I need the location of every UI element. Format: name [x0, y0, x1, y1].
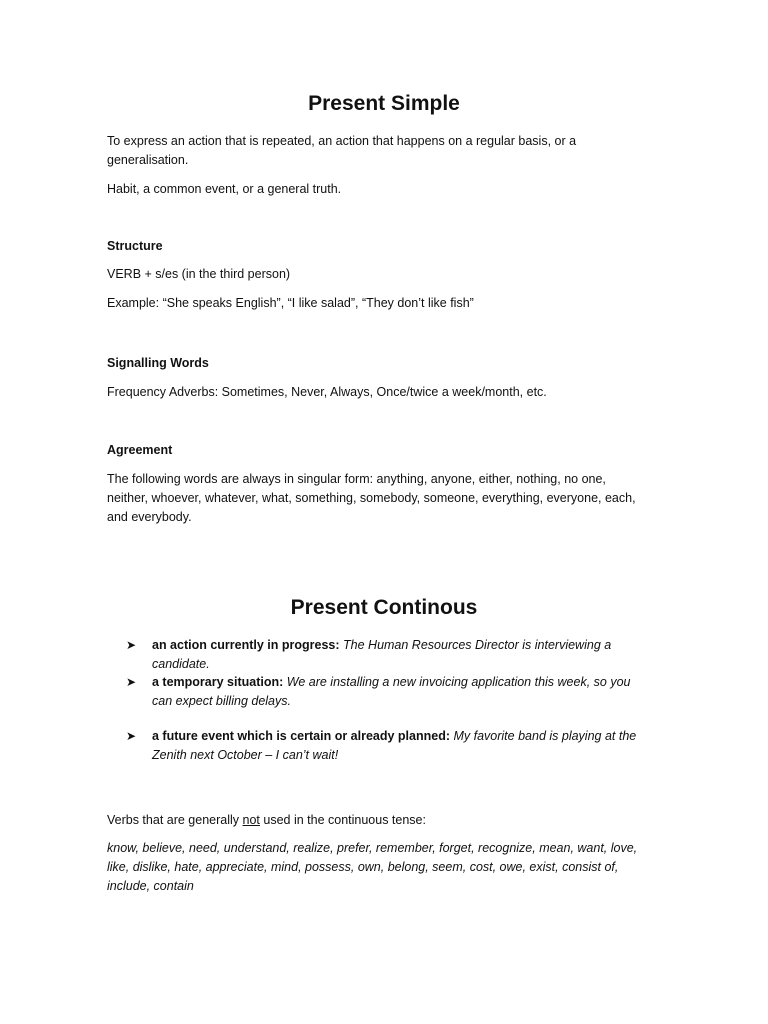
present-simple-title: Present Simple: [308, 92, 460, 115]
verbs-heading-pre: Verbs that are generally: [107, 813, 243, 827]
habit-text: Habit, a common event, or a general truth.: [107, 182, 342, 196]
bullet-label: a future event which is certain or already planned:: [152, 729, 450, 743]
definition-line-1: To express an action that is repeated, an action that happens on a regular basis, or a: [107, 134, 577, 148]
signalling-text: Frequency Adverbs: Sometimes, Never, Always, Once/twice a week/month, etc.: [107, 385, 547, 399]
bullet-text: [152, 673, 648, 710]
bullet-item-temporary: [128, 673, 648, 710]
bullet-example: The Human Resources Director is interviewing a candidate.: [152, 638, 612, 671]
verbs-heading: [107, 811, 426, 830]
agreement-heading: Agreement: [107, 443, 173, 457]
arrow-right-bullet-icon: ➤: [126, 675, 137, 689]
bullet-text: [152, 636, 668, 673]
verbs-heading-post: used in the continuous tense:: [259, 813, 426, 827]
bullet-label: a temporary situation:: [152, 675, 284, 689]
bullet-text: [152, 727, 648, 764]
signalling-heading: Signalling Words: [107, 356, 209, 370]
bullet-item-future: [128, 727, 648, 764]
arrow-right-bullet-icon: ➤: [126, 729, 137, 743]
arrow-right-bullet-icon: ➤: [126, 638, 137, 652]
agreement-line-1: The following words are always in singular form: anything, anyone, either, nothing, no one,: [107, 472, 606, 486]
bullet-item-in-progress: [128, 636, 668, 673]
bullet-example: My favorite band is playing at the Zenith next October – I can’t wait!: [152, 729, 637, 762]
verbs-heading-not: not: [242, 813, 260, 827]
verbs-list-line-2: like, dislike, hate, appreciate, mind, possess, own, belong, seem, cost, owe, exist, consist of,: [107, 860, 619, 874]
bullet-example: We are installing a new invoicing application this week, so you can expect billing delays.: [152, 675, 631, 708]
present-continuous-title: Present Continous: [290, 596, 478, 619]
bullet-label: an action currently in progress:: [152, 638, 340, 652]
definition-line-2: generalisation.: [107, 153, 189, 167]
structure-heading: Structure: [107, 239, 163, 253]
agreement-line-3: and everybody.: [107, 510, 192, 524]
verbs-list-line-1: know, believe, need, understand, realize, prefer, remember, forget, recognize, mean, want, love,: [107, 841, 638, 855]
structure-formula: VERB + s/es (in the third person): [107, 267, 291, 281]
agreement-line-2: neither, whoever, whatever, what, something, somebody, someone, everything, everyone, each,: [107, 491, 636, 505]
structure-example: Example: “She speaks English”, “I like salad”, “They don’t like fish”: [107, 296, 474, 310]
verbs-list-line-3: include, contain: [107, 879, 194, 893]
